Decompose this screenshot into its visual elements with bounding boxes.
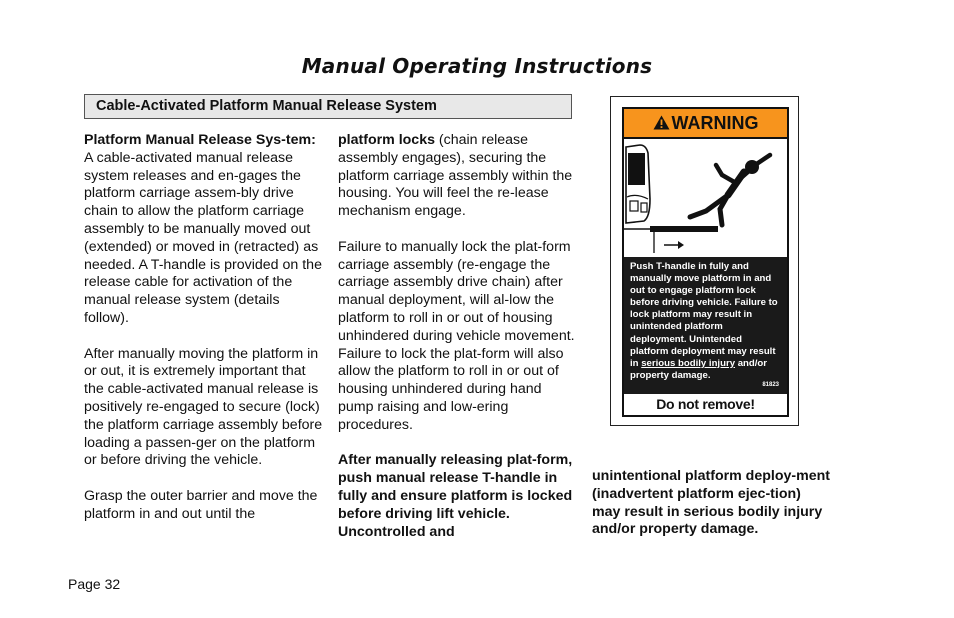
- paragraph: [84, 132, 324, 328]
- page-number: Page 32: [68, 576, 121, 592]
- vehicle-platform-fall-pictogram: [624, 139, 787, 257]
- warning-header-text: WARNING: [671, 113, 759, 133]
- paragraph: Grasp the outer barrier and move the platform in and out until the: [84, 487, 318, 522]
- paragraph-lead: Platform Manual Release Sys-tem:: [84, 132, 316, 148]
- paragraph: unintentional platform deploy-ment (inadvertent platform ejec-tion) may result in serious bodily injury and/or property damage.: [592, 468, 831, 538]
- warning-text-part: and/or property damage.: [630, 357, 768, 381]
- paragraph: After manually moving the platform in or out, it is extremely important that the cable-activated manual release is positively re-engaged to secure (lock) the platform carriage assembly before loading a passen-ger on the platform or before driving the vehicle.: [84, 345, 323, 469]
- text-column-1: [84, 132, 324, 541]
- warning-label: [622, 107, 789, 417]
- warning-triangle-icon: [653, 109, 670, 137]
- warning-label-frame: [610, 96, 799, 426]
- paragraph: Failure to manually lock the plat-form carriage assembly (re-engage the carriage assembly drive chain) after manual deployment, will al-low the platform to roll in or out of housing unhindered during vehicle movement. Failure to lock the plat-form will also allow the platform to roll in or out of housing unhindered during hand pump raising and low-ering procedures.: [338, 238, 575, 433]
- page-title: Manual Operating Instructions: [301, 54, 653, 78]
- paragraph-text: A cable-activated manual release system releases and en-gages the platform carriage assem-bly drive chain to allow the platform carriage assembly to be manually moved out (extended) or moved in (retracted) as needed. A T-handle is provided on the release cable for activation of the manual release system (details follow).: [84, 149, 322, 326]
- paragraph-text: (chain release assembly engages), securing the platform carriage assembly within the housing. You will feel the re-lease mechanism engage.: [338, 132, 573, 220]
- warning-header: [624, 109, 787, 139]
- paragraph: [338, 132, 578, 221]
- paragraph: After manually releasing plat-form, push manual release T-handle in fully and ensure platform is locked before driving lift vehicle. Uncontrolled and: [338, 452, 573, 540]
- text-column-3: [592, 468, 832, 557]
- warning-text-part: Push T-handle in fully and manually move platform in and out to engage platform lock before driving vehicle. Failure to lock platform may result in unintended platform deployment. Unintended platform deployment may result in: [630, 261, 778, 369]
- warning-text-underlined: serious bodily injury: [641, 357, 736, 369]
- warning-text: [624, 257, 787, 394]
- section-heading: Cable-Activated Platform Manual Release System: [84, 94, 572, 119]
- label-code: 81823: [762, 381, 779, 388]
- paragraph-lead: platform locks: [338, 132, 435, 148]
- warning-footer: Do not remove!: [656, 396, 755, 412]
- text-column-2: [338, 132, 578, 559]
